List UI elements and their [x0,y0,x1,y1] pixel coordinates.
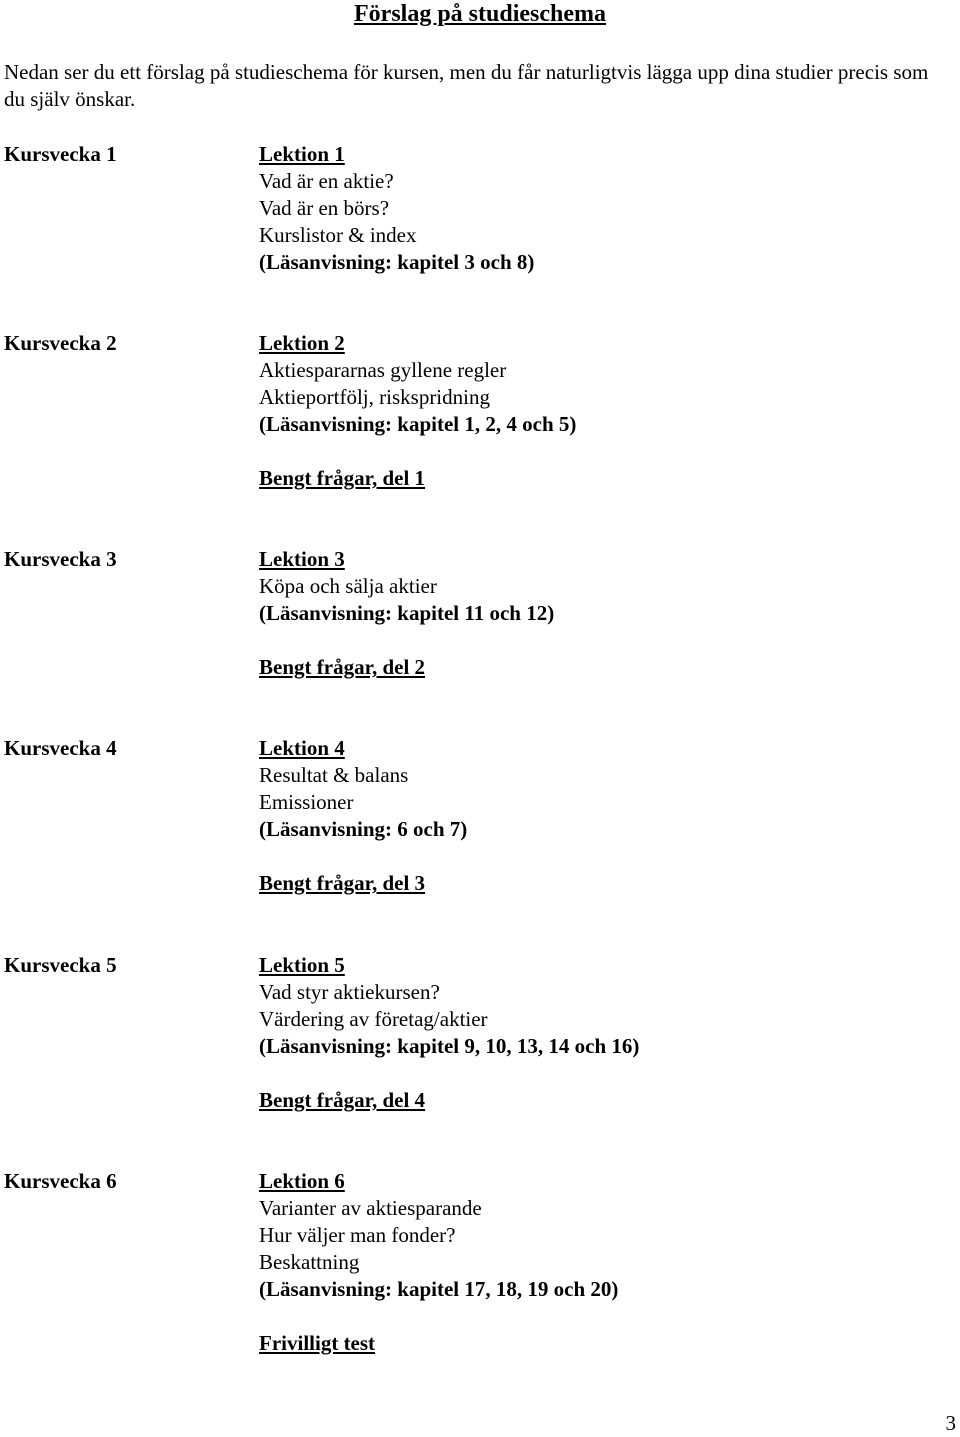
week-content [259,1168,949,1357]
week-label: Kursvecka 4 [4,736,117,760]
lesson-title: Lektion 3 [259,547,345,571]
lesson-title: Lektion 4 [259,736,345,760]
topic-item: Värdering av företag/aktier [259,1007,488,1031]
topic-item: Emissioner [259,790,354,814]
lesson-title: Lektion 6 [259,1169,345,1193]
intro-paragraph: Nedan ser du ett förslag på studieschema för kursen, men du får naturligtvis lägga upp dina studier precis som du själv önskar. [4,60,929,111]
reading-instruction: (Läsanvisning: kapitel 9, 10, 13, 14 och 16) [259,1034,640,1058]
topic-item: Varianter av aktiesparande [259,1196,482,1220]
week-label: Kursvecka 1 [4,142,117,166]
reading-instruction: (Läsanvisning: kapitel 11 och 12) [259,601,555,625]
topic-item: Vad är en aktie? [259,169,394,193]
questions-link: Bengt frågar, del 3 [259,871,426,895]
week-content [259,141,949,276]
topic-item: Kurslistor & index [259,223,417,247]
week-label: Kursvecka 5 [4,953,117,977]
lesson-title: Lektion 1 [259,142,345,166]
topic-item: Aktiespararnas gyllene regler [259,358,507,382]
week-content [259,735,949,897]
topic-item: Beskattning [259,1250,360,1274]
week-content [259,952,949,1114]
topic-item: Köpa och sälja aktier [259,574,437,598]
reading-instruction: (Läsanvisning: 6 och 7) [259,817,468,841]
topic-item: Vad är en börs? [259,196,390,220]
week-label: Kursvecka 2 [4,331,117,355]
week-content [259,546,949,681]
page-number: 3 [945,1411,956,1435]
questions-link: Bengt frågar, del 2 [259,655,426,679]
topic-item: Aktieportfölj, riskspridning [259,385,490,409]
optional-test-link: Frivilligt test [259,1331,376,1355]
lesson-title: Lektion 5 [259,953,345,977]
questions-link: Bengt frågar, del 4 [259,1088,426,1112]
lesson-title: Lektion 2 [259,331,345,355]
reading-instruction: (Läsanvisning: kapitel 1, 2, 4 och 5) [259,412,577,436]
week-label: Kursvecka 6 [4,1169,117,1193]
topic-item: Vad styr aktiekursen? [259,980,440,1004]
week-label: Kursvecka 3 [4,547,117,571]
week-content [259,330,949,492]
topic-item: Resultat & balans [259,763,409,787]
reading-instruction: (Läsanvisning: kapitel 17, 18, 19 och 20) [259,1277,619,1301]
page-title: Förslag på studieschema [354,1,606,27]
reading-instruction: (Läsanvisning: kapitel 3 och 8) [259,250,535,274]
topic-item: Hur väljer man fonder? [259,1223,456,1247]
questions-link: Bengt frågar, del 1 [259,466,426,490]
